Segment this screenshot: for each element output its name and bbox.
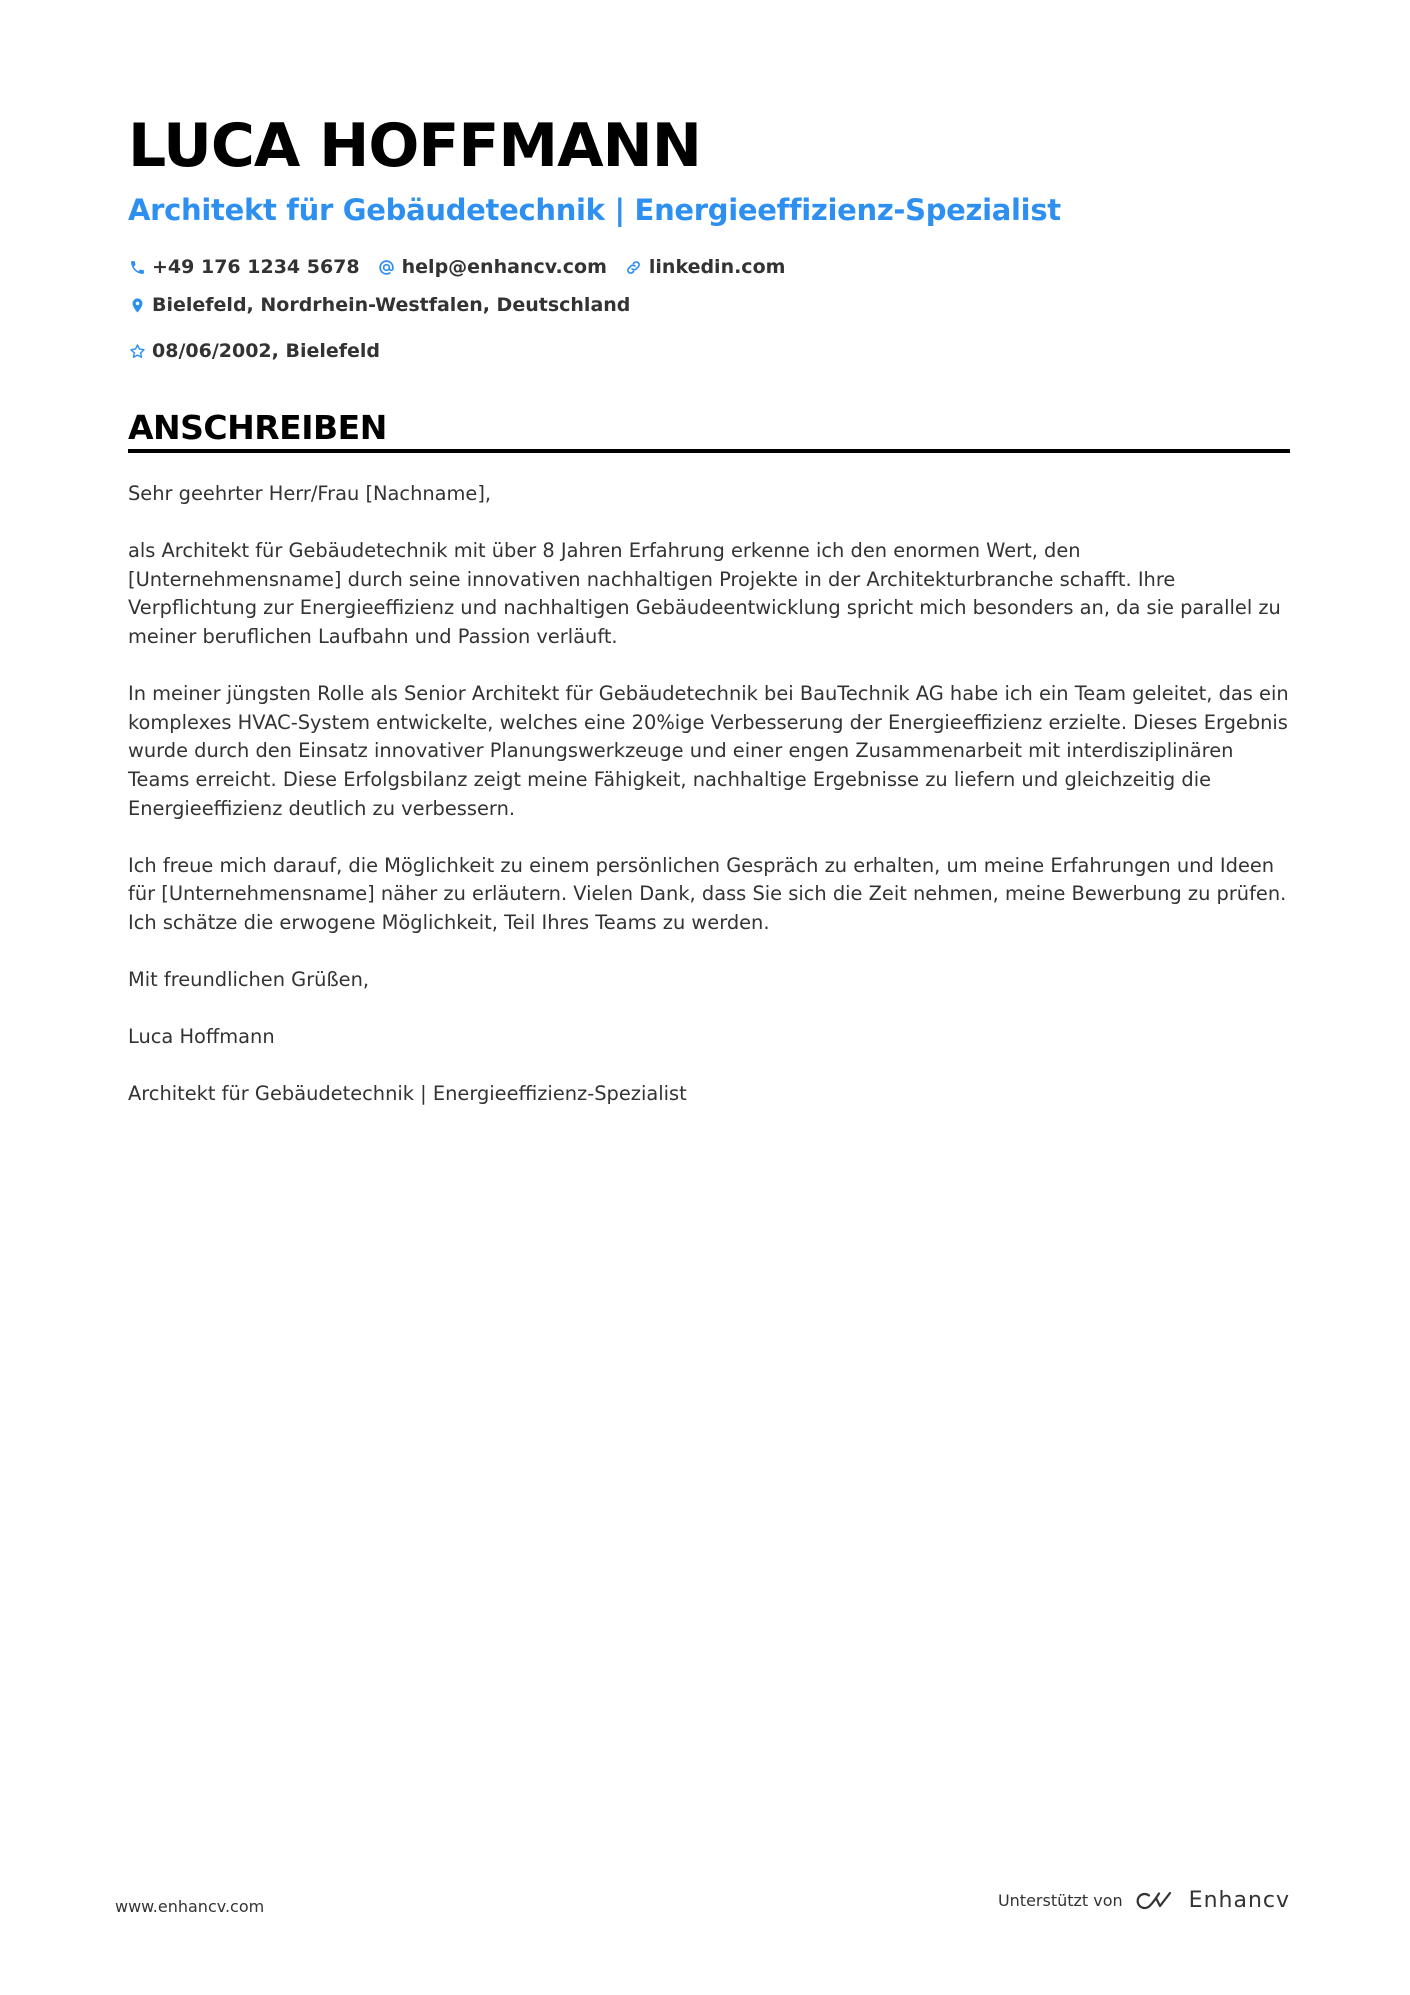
letter-salutation: Sehr geehrter Herr/Frau [Nachname], (128, 482, 492, 505)
enhancv-logo-icon (1135, 1889, 1179, 1913)
linkedin-link[interactable]: linkedin.com (648, 256, 786, 278)
phone-icon (128, 258, 146, 276)
applicant-headline: Architekt für Gebäudetechnik | Energieeffizienz-Spezialist (128, 193, 1061, 227)
contact-birth (128, 336, 380, 366)
contact-linkedin[interactable] (625, 252, 786, 282)
letter-paragraph: Ich freue mich darauf, die Möglichkeit zu einem persönlichen Gespräch zu erhalten, um meine Erfahrungen und Ideen für [Unternehmensname] näher zu erläutern. Vielen Dank, dass Sie sich die Zeit nehmen, meine Bewerbung zu prüfen. Ich schätze die erwogene Möglichkeit, Teil Ihres Teams zu werden. (128, 853, 1287, 934)
email-address[interactable]: help@enhancv.com (401, 256, 607, 278)
section-divider (128, 449, 1290, 453)
letter-body (128, 480, 1290, 1138)
footer-website[interactable]: www.enhancv.com (115, 1897, 265, 1916)
phone-number: +49 176 1234 5678 (152, 256, 360, 278)
at-icon (378, 258, 396, 276)
contact-info (128, 252, 1290, 366)
star-icon (128, 342, 146, 360)
signature-name: Luca Hoffmann (128, 1025, 275, 1049)
link-icon (625, 258, 643, 276)
powered-by-text: Unterstützt von (997, 1891, 1123, 1910)
letter-paragraph: als Architekt für Gebäudetechnik mit über 8 Jahren Erfahrung erkenne ich den enormen Wert, den [Unternehmensname] durch seine innovativen nachhaltigen Projekte in der Architekturbranche schafft. Ihre Verpflichtung zur Energieeffizienz und nachhaltigen Gebäudeentwicklung spricht mich besonders an, da sie parallel zu meiner beruflichen Laufbahn und Passion verläuft. (128, 539, 1281, 648)
contact-email[interactable] (378, 252, 607, 282)
signature-title: Architekt für Gebäudetechnik | Energieeffizienz-Spezialist (128, 1082, 687, 1106)
birth-date-place: 08/06/2002, Bielefeld (152, 340, 381, 362)
brand-name: Enhancv (1188, 1888, 1290, 1913)
letter-closing: Mit freundlichen Grüßen, (128, 968, 370, 992)
contact-location (128, 290, 630, 320)
footer-branding (998, 1888, 1290, 1913)
letter-paragraph: In meiner jüngsten Rolle als Senior Architekt für Gebäudetechnik bei BauTechnik AG habe ich ein Team geleitet, das ein komplexes HVAC-System entwickelte, welches eine 20%ige Verbesserung der Energieeffizienz erzielte. Dieses Ergebnis wurde durch den Einsatz innovativer Planungswerkzeuge und einer engen Zusammenarbeit mit interdisziplinären Teams erreicht. Diese Erfolgsbilanz zeigt meine Fähigkeit, nachhaltige Ergebnisse zu liefern und gleichzeitig die Energieeffizienz deutlich zu verbessern. (128, 682, 1289, 820)
contact-phone (128, 252, 360, 282)
section-title: ANSCHREIBEN (128, 408, 387, 447)
applicant-name: LUCA HOFFMANN (128, 111, 701, 181)
map-pin-icon (128, 296, 146, 314)
location-text: Bielefeld, Nordrhein-Westfalen, Deutschland (152, 294, 631, 316)
